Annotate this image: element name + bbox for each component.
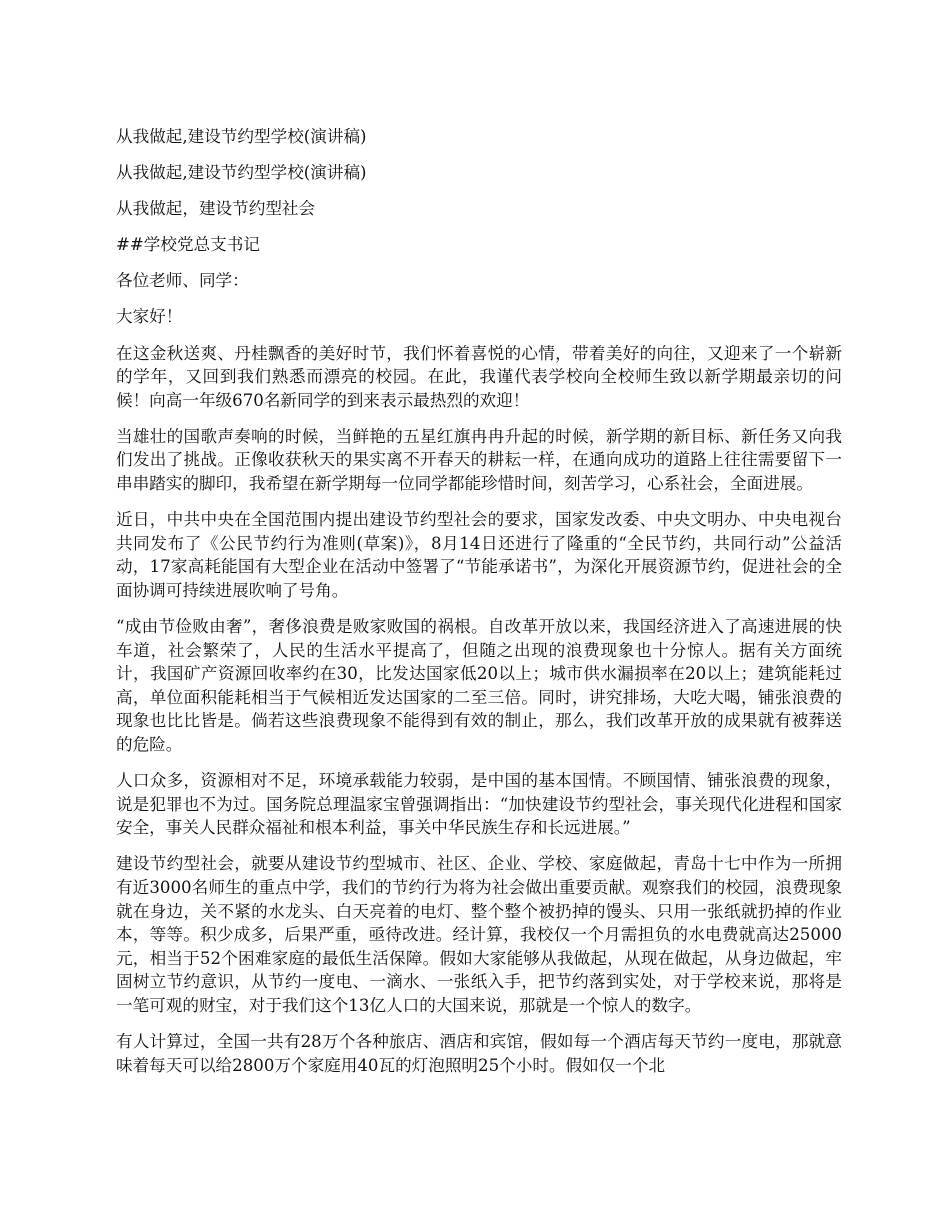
body-paragraph: 近日，中共中央在全国范围内提出建设节约型社会的要求，国家发改委、中央文明办、中央电视台共同发布了《公民节约行为准则(草案)》，8月14日还进行了隆重的“全民节约，共同行动”公益活动，17家高耗能国有大型企业在活动中签署了“节能承诺书”，为深化开展资源节约，促进社会的全面协调可持续进展吹响了号角。 [116, 510, 842, 600]
doc-subtitle: 从我做起,建设节约型学校(演讲稿) [116, 163, 367, 183]
body-paragraph: 当雄壮的国歌声奏响的时候，当鲜艳的五星红旗冉冉升起的时候，新学期的新目标、新任务又向我们发出了挑战。正像收获秋天的果实离不开春天的耕耘一样，在通向成功的道路上往往需要留下一串串踏实的脚印，我希望在新学期每一位同学都能珍惜时间，刻苦学习，心系社会，全面进展。 [116, 426, 842, 494]
doc-title: 从我做起,建设节约型学校(演讲稿) [116, 127, 367, 146]
body-paragraph: 在这金秋送爽、丹桂飘香的美好时节，我们怀着喜悦的心情，带着美好的向往，又迎来了一个崭新的学年，又回到我们熟悉而漂亮的校园。在此，我谨代表学校向全校师生致以新学期最亲切的问候！向高一年级670名新同学的到来表示最热烈的欢迎！ [116, 343, 842, 410]
greeting: 大家好！ [116, 307, 183, 327]
body-paragraph: 建设节约型社会，就要从建设节约型城市、社区、企业、学校、家庭做起，青岛十七中作为一所拥有近3000名师生的重点中学，我们的节约行为将为社会做出重要贡献。观察我们的校园，浪费现象就在身边，关不紧的水龙头、白天亮着的电灯、整个整个被扔掉的馒头、只用一张纸就扔掉的作业本，等等。积少成多，后果严重，亟待改进。经计算，我校仅一个月需担负的水电费就高达25000元，相当于52个困难家庭的最低生活保障。假如大家能够从我做起，从现在做起，从身边做起，牢固树立节约意识，从节约一度电、一滴水、一张纸入手，把节约落到实处，对于学校来说，那将是一笔可观的财宝，对于我们这个13亿人口的大国来说，那就是一个惊人的数字。 [116, 854, 842, 1015]
body-paragraph: “成由节俭败由奢”，奢侈浪费是败家败国的祸根。自改革开放以来，我国经济进入了高速进展的快车道，社会繁荣了，人民的生活水平提高了，但随之出现的浪费现象也十分惊人。据有关方面统计，我国矿产资源回收率约在30，比发达国家低20以上；城市供水漏损率在20以上；建筑能耗过高，单位面积能耗相当于气候相近发达国家的二至三倍。同时，讲究排场，大吃大喝，铺张浪费的现象也比比皆是。倘若这些浪费现象不能得到有效的制止，那么，我们改革开放的成果就有被葬送的危险。 [116, 617, 842, 754]
speaker-line: ##学校党总支书记 [116, 235, 260, 255]
speech-title: 从我做起，建设节约型社会 [116, 199, 316, 219]
salutation: 各位老师、同学： [116, 271, 249, 291]
body-paragraph: 人口众多，资源相对不足，环境承载能力较弱，是中国的基本国情。不顾国情、铺张浪费的现象，说是犯罪也不为过。国务院总理温家宝曾强调指出：“加快建设节约型社会，事关现代化进程和国家安全，事关人民群众福祉和根本利益，事关中华民族生存和长远进展。” [116, 771, 842, 838]
body-paragraph: 有人计算过，全国一共有28万个各种旅店、酒店和宾馆，假如每一个酒店每天节约一度电，那就意味着每天可以给2800万个家庭用40瓦的灯泡照明25个小时。假如仅一个北 [116, 1032, 842, 1075]
document-page [116, 125, 842, 1077]
